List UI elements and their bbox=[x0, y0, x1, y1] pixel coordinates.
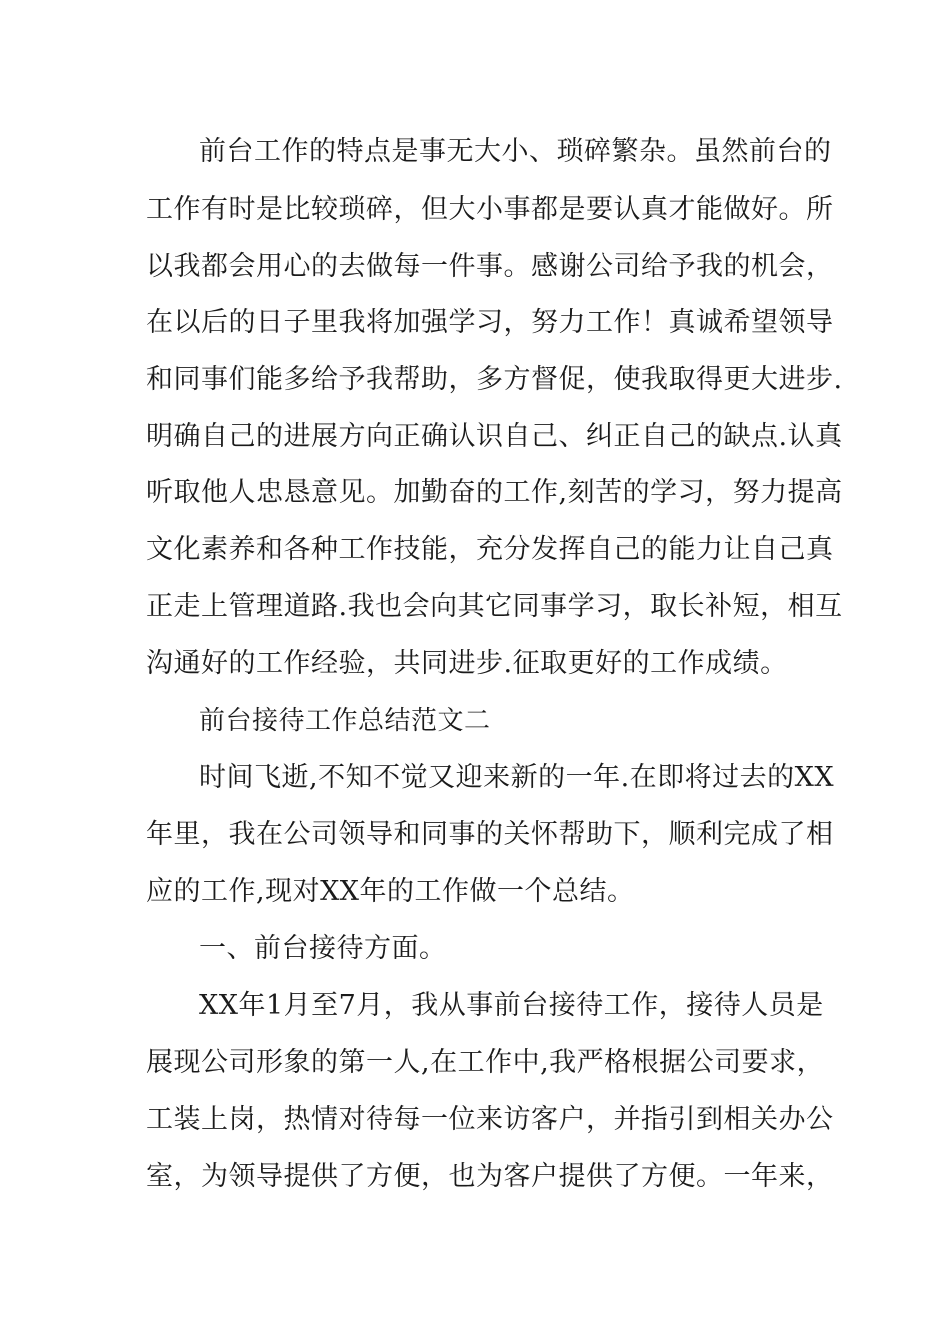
paragraph-3-line-1: XX年1月至7月，我从事前台接待工作，接待人员是 bbox=[199, 990, 824, 1021]
paragraph-3-line-4: 室，为领导提供了方便，也为客户提供了方便。一年来， bbox=[146, 1161, 834, 1192]
paragraph-2-line-3: 应的工作,现对XX年的工作做一个总结。 bbox=[146, 876, 635, 907]
paragraph-2-line-2: 年里，我在公司领导和同事的关怀帮助下，顺利完成了相 bbox=[146, 819, 834, 850]
paragraph-2-line-1: 时间飞逝,不知不觉又迎来新的一年.在即将过去的XX bbox=[199, 762, 835, 793]
paragraph-1-line-2: 工作有时是比较琐碎，但大小事都是要认真才能做好。所 bbox=[146, 194, 834, 225]
paragraph-3-line-2: 展现公司形象的第一人,在工作中,我严格根据公司要求， bbox=[146, 1047, 825, 1078]
paragraph-1-line-3: 以我都会用心的去做每一件事。感谢公司给予我的机会， bbox=[146, 251, 834, 282]
paragraph-1-line-10: 沟通好的工作经验，共同进步.征取更好的工作成绩。 bbox=[146, 648, 788, 679]
paragraph-1-line-8: 文化素养和各种工作技能，充分发挥自己的能力让自己真 bbox=[146, 534, 834, 565]
paragraph-1-line-7: 听取他人忠恳意见。加勤奋的工作,刻苦的学习，努力提高 bbox=[146, 477, 843, 508]
paragraph-1-line-4: 在以后的日子里我将加强学习，努力工作！真诚希望领导 bbox=[146, 307, 834, 338]
paragraph-1-line-9: 正走上管理道路.我也会向其它同事学习，取长补短，相互 bbox=[146, 591, 843, 622]
paragraph-1-line-6: 明确自己的进展方向正确认识自己、纠正自己的缺点.认真 bbox=[146, 421, 843, 452]
paragraph-1-line-1: 前台工作的特点是事无大小、琐碎繁杂。虽然前台的 bbox=[199, 136, 832, 167]
section-heading: 前台接待工作总结范文二 bbox=[199, 706, 491, 736]
subsection-heading: 一、前台接待方面。 bbox=[199, 933, 447, 964]
paragraph-1-line-5: 和同事们能多给予我帮助，多方督促，使我取得更大进步. bbox=[146, 364, 843, 395]
paragraph-3-line-3: 工装上岗，热情对待每一位来访客户，并指引到相关办公 bbox=[146, 1104, 834, 1135]
